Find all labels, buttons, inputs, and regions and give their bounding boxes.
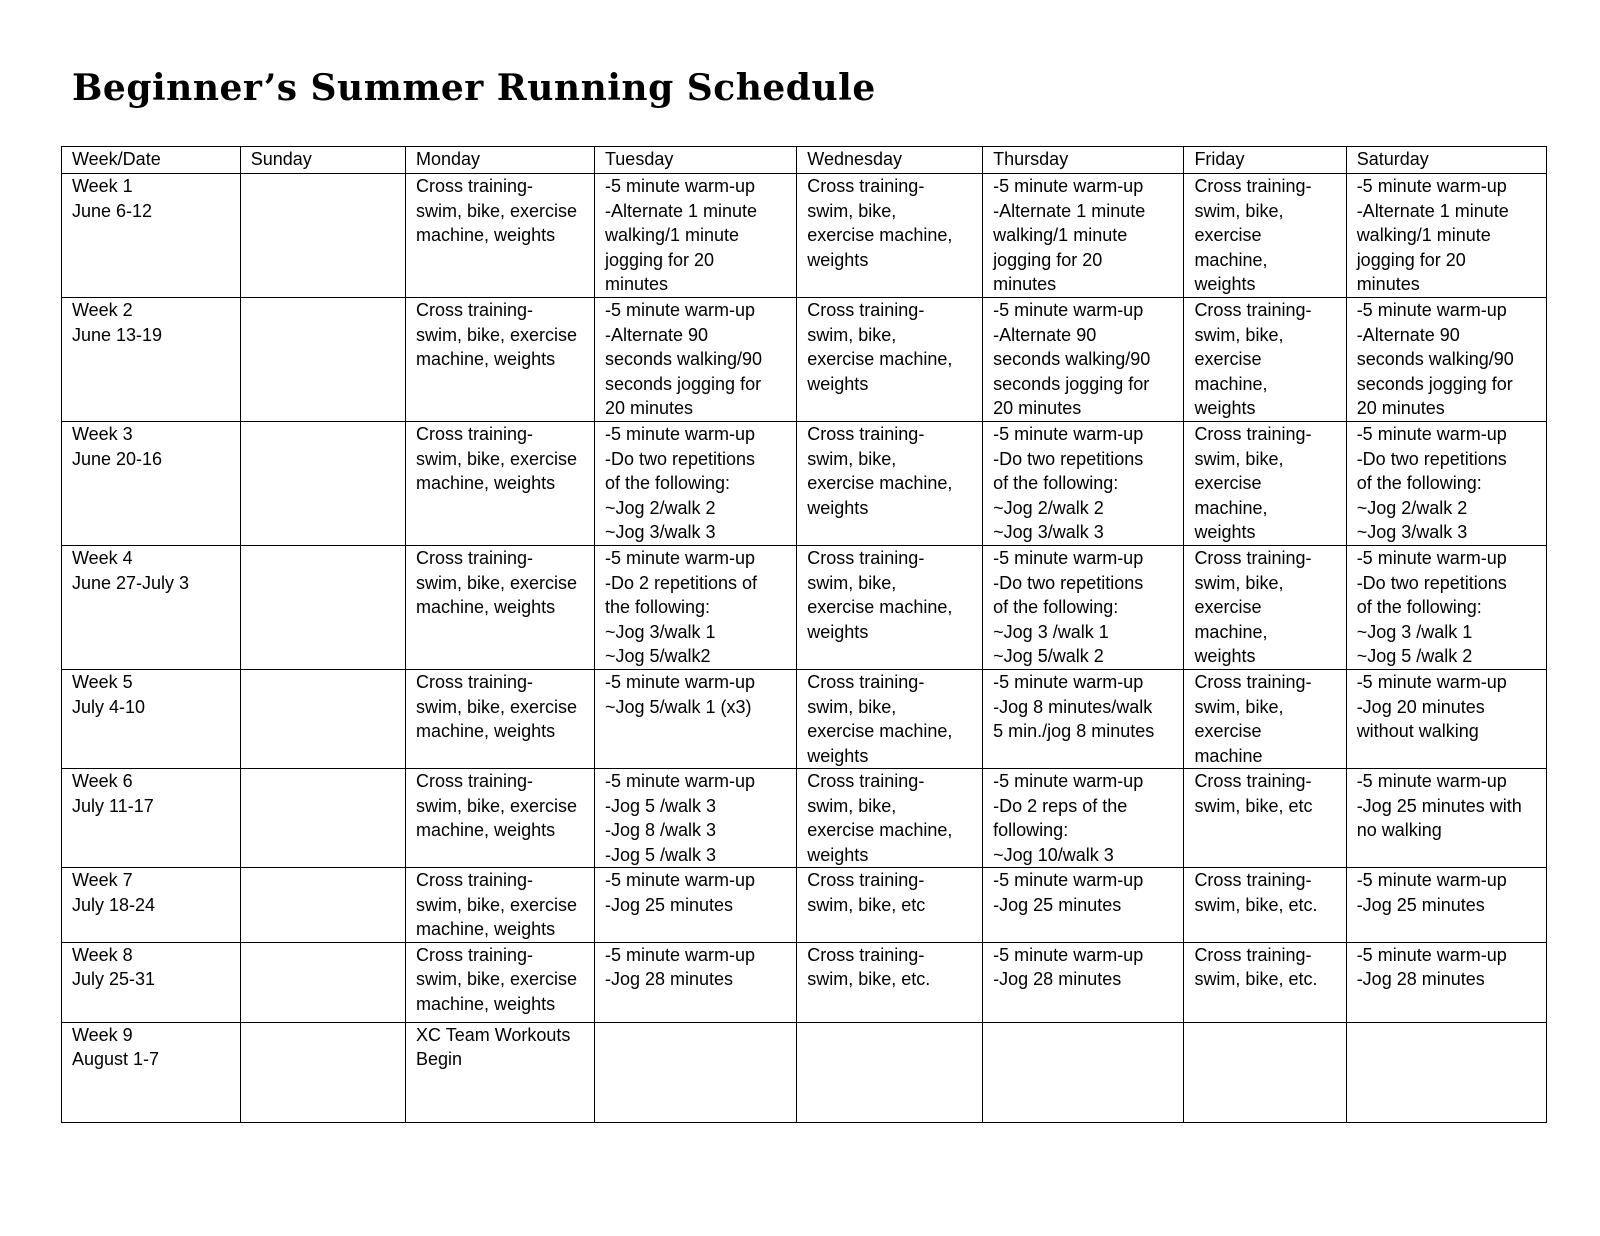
cell-line: -Do two repetitions bbox=[993, 448, 1144, 469]
cell-line: seconds jogging for bbox=[993, 373, 1150, 394]
cell-line: Week 2 bbox=[72, 300, 133, 320]
cell-thursday bbox=[983, 174, 1184, 298]
cell-line: -Do two repetitions bbox=[604, 448, 756, 469]
cell-tuesday bbox=[594, 769, 796, 868]
cell-line: ~Jog 2/walk 2 bbox=[1356, 497, 1468, 518]
cell-line: Cross training- bbox=[807, 672, 925, 692]
cell-line: swim, bike, exercise bbox=[416, 572, 578, 593]
cell-line: -Jog 5 /walk 3 bbox=[604, 844, 717, 865]
cell-line: Cross training- bbox=[1194, 944, 1312, 965]
cell-line: -5 minute warm-up bbox=[1356, 424, 1507, 444]
cell-line: -5 minute warm-up bbox=[604, 548, 756, 568]
cell-line: swim, bike, bbox=[807, 572, 897, 593]
cell-line: -Jog 20 minutes bbox=[1356, 696, 1485, 717]
cell-sunday bbox=[240, 174, 405, 298]
cell-week-date bbox=[62, 1022, 241, 1122]
cell-friday bbox=[1184, 298, 1346, 422]
cell-line: exercise machine, bbox=[807, 597, 953, 617]
cell-line: swim, bike, etc bbox=[1194, 795, 1313, 816]
cell-line: -Do two repetitions bbox=[993, 572, 1144, 593]
cell-line: -Jog 25 minutes bbox=[993, 894, 1122, 915]
cell-wednesday bbox=[797, 769, 983, 868]
cell-line: Week 3 bbox=[72, 424, 133, 444]
cell-line: -5 minute warm-up bbox=[604, 300, 756, 320]
cell-line: 5 min./jog 8 minutes bbox=[993, 721, 1155, 741]
cell-monday bbox=[406, 174, 595, 298]
cell-line: -Jog 28 minutes bbox=[993, 969, 1122, 989]
cell-line: -5 minute warm-up bbox=[993, 771, 1144, 791]
schedule-body bbox=[62, 174, 1547, 1123]
running-schedule-table bbox=[61, 146, 1547, 1123]
cell-line: exercise machine, bbox=[807, 473, 953, 493]
cell-saturday bbox=[1346, 1022, 1546, 1122]
cell-tuesday bbox=[594, 298, 796, 422]
cell-thursday bbox=[983, 769, 1184, 868]
cell-sunday bbox=[240, 670, 405, 769]
cell-line: machine, bbox=[1194, 249, 1268, 270]
cell-line: jogging for 20 bbox=[993, 249, 1103, 270]
cell-thursday bbox=[983, 670, 1184, 769]
table-row bbox=[62, 868, 1547, 943]
cell-line: Begin bbox=[416, 1049, 463, 1069]
cell-line: -5 minute warm-up bbox=[993, 300, 1144, 320]
cell-line: ~Jog 5 /walk 2 bbox=[1356, 646, 1473, 666]
cell-line: following: bbox=[993, 820, 1069, 840]
cell-thursday bbox=[983, 546, 1184, 670]
cell-line: Week 6 bbox=[72, 771, 133, 791]
table-row bbox=[62, 298, 1547, 422]
cell-week-date bbox=[62, 422, 241, 546]
cell-line: June 6-12 bbox=[72, 200, 153, 221]
cell-line: -5 minute warm-up bbox=[1356, 944, 1507, 965]
cell-line: -5 minute warm-up bbox=[604, 944, 756, 965]
cell-thursday bbox=[983, 1022, 1184, 1122]
cell-monday bbox=[406, 769, 595, 868]
cell-saturday bbox=[1346, 422, 1546, 546]
cell-line: -Do 2 repetitions of bbox=[604, 572, 758, 593]
cell-line: the following: bbox=[604, 597, 711, 617]
cell-friday bbox=[1184, 422, 1346, 546]
header-saturday: Saturday bbox=[1346, 147, 1546, 174]
cell-friday bbox=[1184, 868, 1346, 943]
cell-line: -Jog 25 minutes bbox=[1356, 894, 1485, 915]
cell-line: June 20-16 bbox=[72, 448, 163, 469]
cell-line: 20 minutes bbox=[604, 398, 694, 418]
table-row bbox=[62, 174, 1547, 298]
cell-line: Week 5 bbox=[72, 672, 133, 692]
cell-monday bbox=[406, 670, 595, 769]
cell-line: seconds walking/90 bbox=[1356, 349, 1514, 369]
cell-line: machine, weights bbox=[416, 919, 556, 939]
cell-wednesday bbox=[797, 174, 983, 298]
cell-line: walking/1 minute bbox=[1356, 225, 1491, 245]
cell-line: -Alternate 90 bbox=[604, 324, 709, 345]
cell-sunday bbox=[240, 298, 405, 422]
cell-line: -5 minute warm-up bbox=[993, 870, 1144, 890]
cell-week-date bbox=[62, 868, 241, 943]
cell-line: swim, bike, exercise bbox=[416, 795, 578, 816]
cell-line: Week 7 bbox=[72, 870, 133, 890]
cell-friday bbox=[1184, 670, 1346, 769]
cell-line: seconds jogging for bbox=[1356, 373, 1513, 394]
cell-line: swim, bike, exercise bbox=[416, 696, 578, 717]
cell-line: machine, weights bbox=[416, 721, 556, 741]
cell-line: weights bbox=[807, 844, 869, 865]
cell-line: -Jog 5 /walk 3 bbox=[604, 795, 717, 816]
cell-monday bbox=[406, 422, 595, 546]
cell-line: seconds jogging for bbox=[604, 373, 762, 394]
cell-line: Cross training- bbox=[416, 870, 534, 890]
cell-line: Cross training- bbox=[1194, 870, 1312, 890]
cell-tuesday bbox=[594, 174, 796, 298]
cell-line: -Jog 25 minutes bbox=[604, 894, 734, 915]
cell-line: weights bbox=[1194, 274, 1256, 294]
cell-line: of the following: bbox=[1356, 597, 1482, 617]
cell-line: ~Jog 10/walk 3 bbox=[993, 844, 1114, 865]
cell-line: machine bbox=[1194, 745, 1263, 766]
cell-line: -5 minute warm-up bbox=[604, 672, 756, 692]
cell-line: swim, bike, etc. bbox=[1194, 894, 1318, 915]
cell-friday bbox=[1184, 769, 1346, 868]
cell-line: machine, weights bbox=[416, 225, 556, 245]
cell-tuesday bbox=[594, 422, 796, 546]
cell-wednesday bbox=[797, 868, 983, 943]
cell-line: weights bbox=[807, 497, 869, 518]
cell-line: weights bbox=[807, 745, 869, 766]
cell-line: swim, bike, bbox=[1194, 448, 1284, 469]
cell-monday bbox=[406, 298, 595, 422]
cell-line: machine, weights bbox=[416, 993, 556, 1014]
cell-line: swim, bike, exercise bbox=[416, 200, 578, 221]
cell-line: July 18-24 bbox=[72, 894, 156, 915]
header-friday: Friday bbox=[1184, 147, 1346, 174]
cell-line: ~Jog 5/walk 2 bbox=[993, 646, 1104, 666]
header-thursday: Thursday bbox=[983, 147, 1184, 174]
cell-line: machine, bbox=[1194, 373, 1268, 394]
cell-line: -Alternate 90 bbox=[993, 324, 1097, 345]
cell-line: -Alternate 1 minute bbox=[604, 200, 758, 221]
header-monday: Monday bbox=[406, 147, 595, 174]
cell-line: July 4-10 bbox=[72, 696, 146, 717]
cell-monday bbox=[406, 546, 595, 670]
cell-line: swim, bike, etc. bbox=[1194, 969, 1318, 989]
cell-line: -Do two repetitions bbox=[1356, 448, 1507, 469]
cell-line: Cross training- bbox=[416, 548, 534, 568]
cell-line: Cross training- bbox=[416, 300, 534, 320]
cell-thursday bbox=[983, 298, 1184, 422]
cell-line: -5 minute warm-up bbox=[1356, 672, 1507, 692]
cell-line: -5 minute warm-up bbox=[604, 870, 756, 890]
cell-week-date bbox=[62, 174, 241, 298]
cell-line: swim, bike, bbox=[1194, 324, 1284, 345]
cell-line: Week 4 bbox=[72, 548, 133, 568]
cell-line: -Jog 25 minutes with bbox=[1356, 795, 1522, 816]
cell-line: July 25-31 bbox=[72, 969, 156, 989]
cell-thursday bbox=[983, 868, 1184, 943]
header-row bbox=[62, 147, 1547, 174]
cell-saturday bbox=[1346, 670, 1546, 769]
cell-line: seconds walking/90 bbox=[604, 349, 763, 369]
cell-line: machine, weights bbox=[416, 349, 556, 369]
cell-line: of the following: bbox=[993, 473, 1119, 493]
cell-line: machine, bbox=[1194, 497, 1268, 518]
cell-wednesday bbox=[797, 942, 983, 1022]
cell-wednesday bbox=[797, 298, 983, 422]
cell-sunday bbox=[240, 769, 405, 868]
cell-line: June 13-19 bbox=[72, 324, 163, 345]
cell-line: swim, bike, bbox=[807, 448, 897, 469]
cell-line: Cross training- bbox=[1194, 424, 1312, 444]
cell-week-date bbox=[62, 769, 241, 868]
cell-wednesday bbox=[797, 546, 983, 670]
cell-line: Cross training- bbox=[807, 771, 925, 791]
cell-sunday bbox=[240, 868, 405, 943]
cell-saturday bbox=[1346, 942, 1546, 1022]
cell-line: Cross training- bbox=[807, 300, 925, 320]
cell-line: -Alternate 90 bbox=[1356, 324, 1460, 345]
cell-saturday bbox=[1346, 174, 1546, 298]
cell-line: -Alternate 1 minute bbox=[1356, 200, 1509, 221]
cell-week-date bbox=[62, 546, 241, 670]
cell-line: -5 minute warm-up bbox=[993, 672, 1144, 692]
cell-tuesday bbox=[594, 942, 796, 1022]
cell-line: minutes bbox=[993, 274, 1057, 294]
cell-line: Week 9 bbox=[72, 1024, 133, 1045]
page-title: Beginner’s Summer Running Schedule bbox=[72, 67, 876, 109]
cell-line: swim, bike, bbox=[1194, 200, 1284, 221]
cell-line: ~Jog 2/walk 2 bbox=[604, 497, 716, 518]
cell-line: -5 minute warm-up bbox=[604, 771, 756, 791]
cell-line: -5 minute warm-up bbox=[993, 176, 1144, 196]
cell-wednesday bbox=[797, 1022, 983, 1122]
cell-line: Cross training- bbox=[1194, 771, 1312, 791]
cell-line: June 27-July 3 bbox=[72, 572, 190, 593]
cell-line: swim, bike, exercise bbox=[416, 324, 578, 345]
cell-line: swim, bike, exercise bbox=[416, 969, 578, 989]
cell-line: Cross training- bbox=[1194, 176, 1312, 196]
cell-line: exercise bbox=[1194, 225, 1262, 245]
cell-line: -Jog 8 /walk 3 bbox=[604, 820, 717, 840]
cell-line: jogging for 20 bbox=[1356, 249, 1466, 270]
cell-line: ~Jog 3 /walk 1 bbox=[993, 621, 1109, 642]
table-row bbox=[62, 942, 1547, 1022]
cell-wednesday bbox=[797, 670, 983, 769]
cell-line: walking/1 minute bbox=[993, 225, 1128, 245]
cell-line: -Jog 28 minutes bbox=[604, 969, 734, 989]
table-row bbox=[62, 546, 1547, 670]
cell-week-date bbox=[62, 298, 241, 422]
cell-line: weights bbox=[1194, 522, 1256, 542]
cell-line: weights bbox=[807, 373, 869, 394]
header-week-date: Week/Date bbox=[62, 147, 241, 174]
cell-line: swim, bike, etc. bbox=[807, 969, 931, 989]
cell-friday bbox=[1184, 1022, 1346, 1122]
cell-line: minutes bbox=[604, 274, 668, 294]
cell-line: -Alternate 1 minute bbox=[993, 200, 1146, 221]
cell-line: exercise bbox=[1194, 349, 1262, 369]
cell-line: -Do 2 reps of the bbox=[993, 795, 1128, 816]
cell-line: exercise machine, bbox=[807, 820, 953, 840]
cell-week-date bbox=[62, 670, 241, 769]
cell-line: Cross training- bbox=[1194, 548, 1312, 568]
cell-line: minutes bbox=[1356, 274, 1420, 294]
header-sunday: Sunday bbox=[240, 147, 405, 174]
cell-line: machine, weights bbox=[416, 473, 556, 493]
cell-line: 20 minutes bbox=[993, 398, 1082, 418]
cell-line: -5 minute warm-up bbox=[1356, 300, 1507, 320]
cell-line: -Jog 8 minutes/walk bbox=[993, 696, 1153, 717]
cell-line: machine, weights bbox=[416, 597, 556, 617]
cell-line: Cross training- bbox=[416, 944, 534, 965]
cell-line: Week 1 bbox=[72, 176, 133, 196]
cell-line: -5 minute warm-up bbox=[993, 548, 1144, 568]
cell-line: -Jog 28 minutes bbox=[1356, 969, 1485, 989]
cell-line: Cross training- bbox=[807, 424, 925, 444]
cell-line: exercise machine, bbox=[807, 225, 953, 245]
cell-line: machine, bbox=[1194, 621, 1268, 642]
cell-line: -5 minute warm-up bbox=[1356, 771, 1507, 791]
cell-line: swim, bike, exercise bbox=[416, 448, 578, 469]
table-row bbox=[62, 769, 1547, 868]
cell-tuesday bbox=[594, 670, 796, 769]
cell-monday bbox=[406, 1022, 595, 1122]
cell-line: ~Jog 3/walk 3 bbox=[1356, 522, 1468, 542]
cell-line: exercise bbox=[1194, 597, 1262, 617]
cell-line: ~Jog 3/walk 3 bbox=[604, 522, 716, 542]
cell-line: Cross training- bbox=[1194, 300, 1312, 320]
cell-line: XC Team Workouts bbox=[416, 1024, 571, 1045]
cell-line: -5 minute warm-up bbox=[993, 424, 1144, 444]
cell-line: weights bbox=[807, 621, 869, 642]
cell-saturday bbox=[1346, 868, 1546, 943]
cell-friday bbox=[1184, 546, 1346, 670]
cell-monday bbox=[406, 942, 595, 1022]
cell-line: -5 minute warm-up bbox=[1356, 548, 1507, 568]
cell-sunday bbox=[240, 422, 405, 546]
cell-line: swim, bike, bbox=[1194, 572, 1284, 593]
cell-line: Cross training- bbox=[807, 548, 925, 568]
cell-line: swim, bike, bbox=[807, 795, 897, 816]
cell-line: -Do two repetitions bbox=[1356, 572, 1507, 593]
cell-monday bbox=[406, 868, 595, 943]
cell-line: weights bbox=[1194, 398, 1256, 418]
cell-line: of the following: bbox=[604, 473, 731, 493]
cell-line: without walking bbox=[1356, 721, 1479, 741]
cell-line: ~Jog 2/walk 2 bbox=[993, 497, 1104, 518]
cell-line: Cross training- bbox=[416, 424, 534, 444]
cell-line: swim, bike, etc bbox=[807, 894, 926, 915]
cell-line: -5 minute warm-up bbox=[1356, 176, 1507, 196]
cell-line: ~Jog 3/walk 1 bbox=[604, 621, 716, 642]
table-row bbox=[62, 422, 1547, 546]
cell-line: Cross training- bbox=[807, 176, 925, 196]
cell-line: Cross training- bbox=[416, 672, 534, 692]
cell-line: -5 minute warm-up bbox=[993, 944, 1144, 965]
cell-line: Cross training- bbox=[416, 176, 534, 196]
cell-saturday bbox=[1346, 769, 1546, 868]
cell-line: swim, bike, bbox=[807, 324, 897, 345]
cell-line: Cross training- bbox=[1194, 672, 1312, 692]
cell-friday bbox=[1184, 174, 1346, 298]
cell-line: swim, bike, bbox=[807, 696, 897, 717]
cell-line: machine, weights bbox=[416, 820, 556, 840]
cell-line: of the following: bbox=[1356, 473, 1482, 493]
cell-line: of the following: bbox=[993, 597, 1119, 617]
cell-saturday bbox=[1346, 546, 1546, 670]
cell-line: exercise bbox=[1194, 721, 1262, 741]
cell-line: seconds walking/90 bbox=[993, 349, 1151, 369]
cell-tuesday bbox=[594, 868, 796, 943]
cell-line: weights bbox=[1194, 646, 1256, 666]
header-wednesday: Wednesday bbox=[797, 147, 983, 174]
cell-line: swim, bike, bbox=[807, 200, 897, 221]
cell-saturday bbox=[1346, 298, 1546, 422]
cell-line: swim, bike, bbox=[1194, 696, 1284, 717]
cell-sunday bbox=[240, 546, 405, 670]
table-row bbox=[62, 670, 1547, 769]
cell-line: Cross training- bbox=[807, 870, 925, 890]
cell-line: ~Jog 5/walk 1 (x3) bbox=[604, 696, 752, 717]
cell-sunday bbox=[240, 942, 405, 1022]
cell-line: Week 8 bbox=[72, 944, 133, 965]
cell-line: exercise bbox=[1194, 473, 1262, 493]
cell-line: swim, bike, exercise bbox=[416, 894, 578, 915]
cell-sunday bbox=[240, 1022, 405, 1122]
cell-line: -5 minute warm-up bbox=[604, 424, 756, 444]
cell-line: ~Jog 3/walk 3 bbox=[993, 522, 1104, 542]
cell-friday bbox=[1184, 942, 1346, 1022]
cell-line: -5 minute warm-up bbox=[604, 176, 756, 196]
cell-line: July 11-17 bbox=[72, 795, 154, 816]
cell-line: walking/1 minute bbox=[604, 225, 740, 245]
cell-tuesday bbox=[594, 546, 796, 670]
cell-line: ~Jog 3 /walk 1 bbox=[1356, 621, 1473, 642]
cell-line: no walking bbox=[1356, 820, 1442, 840]
cell-line: Cross training- bbox=[416, 771, 534, 791]
cell-line: exercise machine, bbox=[807, 349, 953, 369]
cell-tuesday bbox=[594, 1022, 796, 1122]
cell-line: 20 minutes bbox=[1356, 398, 1445, 418]
cell-week-date bbox=[62, 942, 241, 1022]
cell-line: jogging for 20 bbox=[604, 249, 715, 270]
cell-wednesday bbox=[797, 422, 983, 546]
cell-thursday bbox=[983, 942, 1184, 1022]
cell-line: ~Jog 5/walk2 bbox=[604, 646, 711, 666]
header-tuesday: Tuesday bbox=[594, 147, 796, 174]
cell-line: August 1-7 bbox=[72, 1049, 160, 1069]
cell-line: -5 minute warm-up bbox=[1356, 870, 1507, 890]
cell-thursday bbox=[983, 422, 1184, 546]
table-row bbox=[62, 1022, 1547, 1122]
cell-line: exercise machine, bbox=[807, 721, 953, 741]
cell-line: weights bbox=[807, 249, 869, 270]
cell-line: Cross training- bbox=[807, 944, 925, 965]
